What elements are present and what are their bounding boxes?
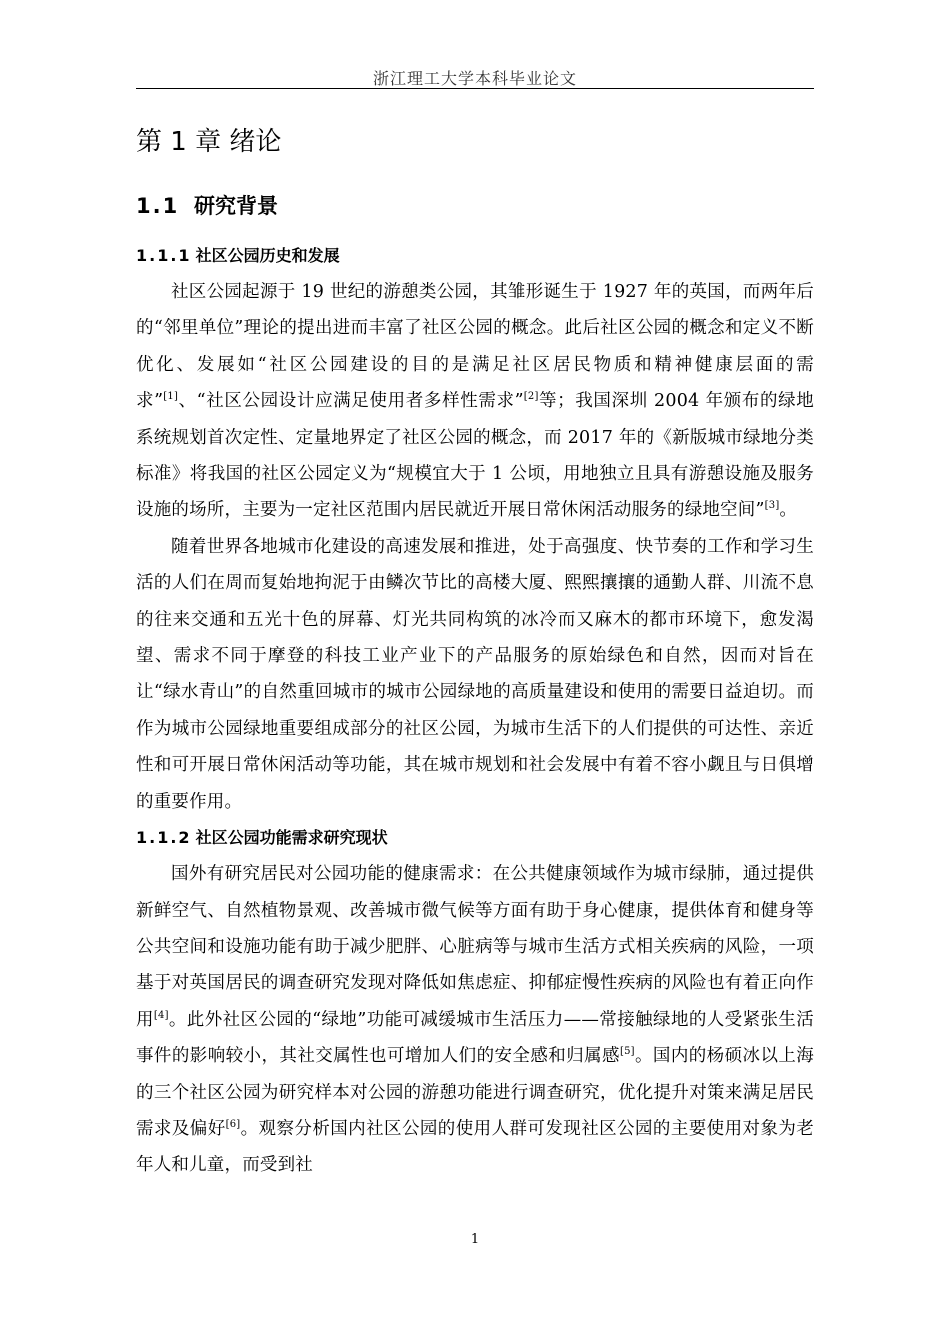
paragraph-2: 随着世界各地城市化建设的高速发展和推进，处于高强度、快节奏的工作和学习生活的人们在周而复始地拘泥于由鳞次节比的高楼大厦、熙熙攘攘的通勤人群、川流不息的往来交通和五光十色的屏幕、灯光共同构筑的冰冷而又麻木的都市环境下，愈发渴望、需求不同于摩登的科技工业产业下的产品服务的原始绿色和自然，因而对旨在让“绿水青山”的自然重回城市的城市公园绿地的高质量建设和使用的需要日益迫切。而作为城市公园绿地重要组成部分的社区公园，为城市生活下的人们提供的可达性、亲近性和可开展日常休闲活动等功能，其在城市规划和社会发展中有着不容小觑且与日俱增的重要作用。 [136, 536, 814, 812]
subsection-title: 社区公园历史和发展 [195, 246, 340, 265]
paragraph-text: 。国内的杨硕冰以上海的三个社区公园为研究样本对公园的游憩功能进行调查研究，优化提升对策来满足居民需求及偏好 [136, 1046, 815, 1139]
subsection-heading-2 [136, 820, 814, 856]
paragraph-text: 。此外社区公园的“绿地”功能可减缓城市生活压力——常接触绿地的人受紧张生活事件的影响较小，其社交属性也可增加人们的安全感和归属感 [136, 1009, 815, 1067]
section-heading [136, 188, 814, 224]
citation-ref: [5] [619, 1046, 635, 1058]
section-number: 1.1 [136, 194, 180, 218]
subsection-number: 1.1.2 [136, 828, 192, 848]
paragraph-text: 社区公园起源于 19 世纪的游憩类公园，其雏形诞生于 1927 年的英国，而两年后的“邻里单位”理论的提出进而丰富了社区公园的概念。此后社区公园的概念和定义不断优化、发展如“社区公园建设的目的是满足社区居民物质和精神健康层面的需求” [136, 282, 814, 412]
subsection-title: 社区公园功能需求研究现状 [195, 828, 388, 848]
subsection-heading-1 [136, 238, 814, 274]
citation-ref: [1] [163, 391, 179, 403]
citation-ref: [4] [153, 1009, 169, 1021]
citation-ref: [3] [764, 500, 780, 512]
citation-ref: [2] [523, 391, 539, 403]
header-rule [136, 88, 814, 89]
paragraph-text: 。 [779, 500, 798, 521]
page-number: 1 [470, 1232, 480, 1247]
paragraph-1 [136, 274, 814, 529]
paragraph-text: 。观察分析国内社区公园的使用人群可发现社区公园的主要使用对象为老年人和儿童，而受到社 [136, 1118, 815, 1176]
paragraph-text: 、“社区公园设计应满足使用者多样性需求” [178, 391, 524, 412]
chapter-title: 第 1 章 绪论 [136, 127, 282, 157]
paragraph-text: 等；我国深圳 2004 年颁布的绿地系统规划首次定性、定量地界定了社区公园的概念，而 2017 年的《新版城市绿地分类标准》将我国的社区公园定义为“规模宜大于 1 公顷，用地独立且具有游憩设施及服务设施的场所，主要为一定社区范围内居民就近开展日常休闲活动服务的绿地空间” [136, 391, 814, 521]
running-header: 浙江理工大学本科毕业论文 [372, 69, 577, 88]
subsection-number: 1.1.1 [136, 246, 192, 265]
page-content [136, 120, 814, 1184]
citation-ref: [6] [225, 1119, 241, 1131]
section-title: 研究背景 [194, 194, 278, 218]
paragraph-text: 国外有研究居民对公园功能的健康需求：在公共健康领域作为城市绿肺，通过提供新鲜空气、自然植物景观、改善城市微气候等方面有助于身心健康，提供体育和健身等公共空间和设施功能有助于减少肥胖、心脏病等与城市生活方式相关疾病的风险，一项基于对英国居民的调查研究发现对降低如焦虑症、抑郁症慢性疾病的风险也有着正向作用 [136, 864, 814, 1030]
paragraph-3 [136, 856, 814, 1184]
